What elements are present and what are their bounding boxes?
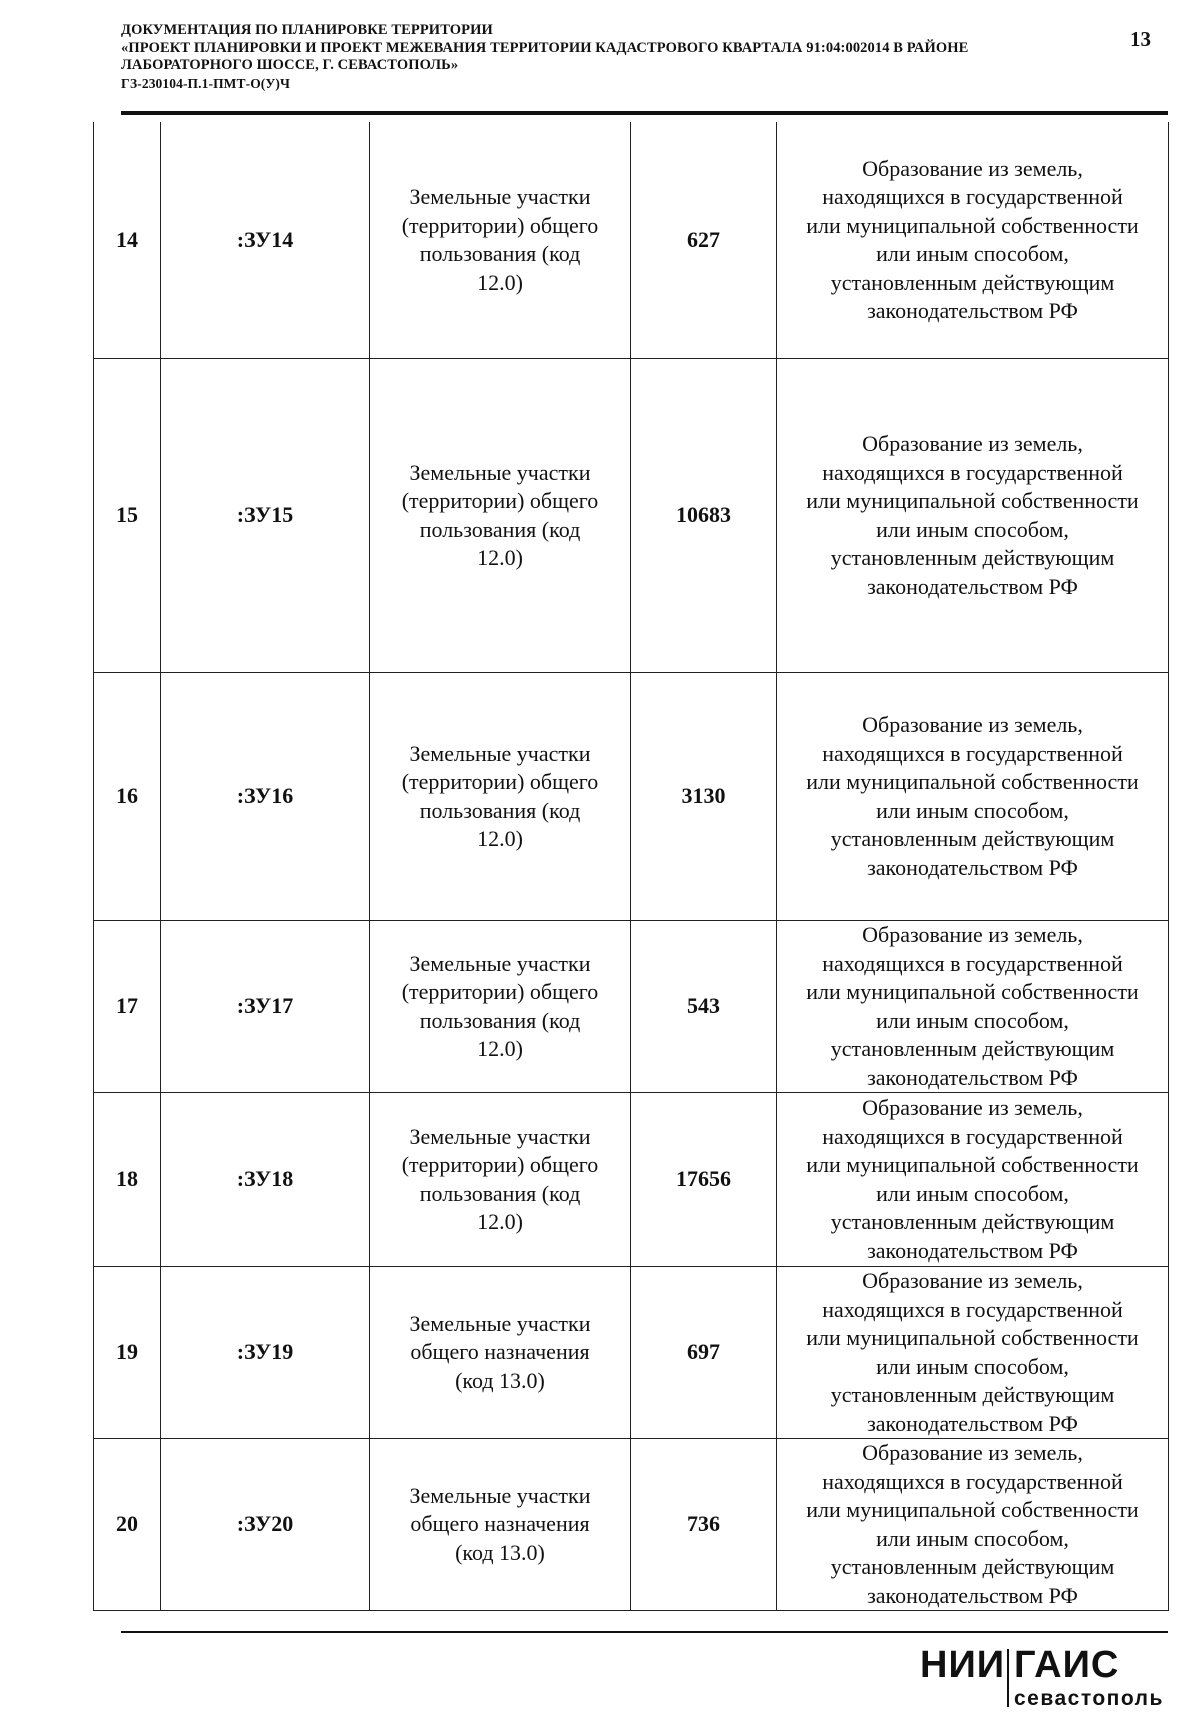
niigais-logo <box>918 1643 1168 1713</box>
header-title-line-1: ДОКУМЕНТАЦИЯ ПО ПЛАНИРОВКЕ ТЕРРИТОРИИ <box>121 22 493 38</box>
permitted-use: Земельные участки (территории) общего пользования (код 12.0) <box>370 921 631 1093</box>
row-number: 20 <box>94 1439 161 1611</box>
permitted-use: Земельные участки общего назначения (код 13.0) <box>370 1267 631 1439</box>
parcel-designation: :ЗУ15 <box>161 359 370 673</box>
table-row <box>94 1093 1169 1267</box>
row-number: 17 <box>94 921 161 1093</box>
permitted-use: Земельные участки (территории) общего пользования (код 12.0) <box>370 359 631 673</box>
permitted-use: Земельные участки (территории) общего пользования (код 12.0) <box>370 673 631 921</box>
table-row <box>94 1267 1169 1439</box>
table-row <box>94 359 1169 673</box>
row-number: 14 <box>94 122 161 359</box>
logo-text-nii: НИИ <box>920 1644 1006 1686</box>
table-row <box>94 673 1169 921</box>
formation-method: Образование из земель, находящихся в государственной или муниципальной собственности или иным способом, установленным действующим законодательством РФ <box>777 921 1169 1093</box>
parcels-table-container <box>93 122 1168 1611</box>
parcel-area: 736 <box>631 1439 777 1611</box>
logo-text-gais: ГАИС <box>1014 1644 1120 1686</box>
parcel-designation: :ЗУ19 <box>161 1267 370 1439</box>
formation-method: Образование из земель, находящихся в государственной или муниципальной собственности или иным способом, установленным действующим законодательством РФ <box>777 1093 1169 1267</box>
table-row <box>94 921 1169 1093</box>
parcel-area: 627 <box>631 122 777 359</box>
formation-method: Образование из земель, находящихся в государственной или муниципальной собственности или иным способом, установленным действующим законодательством РФ <box>777 1267 1169 1439</box>
parcel-designation: :ЗУ17 <box>161 921 370 1093</box>
table-row <box>94 122 1169 359</box>
document-code: ГЗ-230104-П.1-ПМТ-О(У)Ч <box>121 75 291 91</box>
parcel-area: 543 <box>631 921 777 1093</box>
parcel-area: 10683 <box>631 359 777 673</box>
formation-method: Образование из земель, находящихся в государственной или муниципальной собственности или иным способом, установленным действующим законодательством РФ <box>777 359 1169 673</box>
permitted-use: Земельные участки (территории) общего пользования (код 12.0) <box>370 122 631 359</box>
header-title-line-2: «ПРОЕКТ ПЛАНИРОВКИ И ПРОЕКТ МЕЖЕВАНИЯ ТЕРРИТОРИИ КАДАСТРОВОГО КВАРТАЛА 91:04:002014 В РАЙОНЕ <box>121 39 969 56</box>
parcel-area: 697 <box>631 1267 777 1439</box>
header-divider <box>121 111 1168 115</box>
parcel-designation: :ЗУ20 <box>161 1439 370 1611</box>
parcel-area: 17656 <box>631 1093 777 1267</box>
parcel-designation: :ЗУ18 <box>161 1093 370 1267</box>
row-number: 16 <box>94 673 161 921</box>
row-number: 18 <box>94 1093 161 1267</box>
permitted-use: Земельные участки (территории) общего пользования (код 12.0) <box>370 1093 631 1267</box>
document-header <box>121 22 1121 92</box>
parcel-designation: :ЗУ14 <box>161 122 370 359</box>
parcels-table <box>93 122 1169 1611</box>
formation-method: Образование из земель, находящихся в государственной или муниципальной собственности или иным способом, установленным действующим законодательством РФ <box>777 1439 1169 1611</box>
logo-divider <box>1007 1649 1009 1707</box>
permitted-use: Земельные участки общего назначения (код 13.0) <box>370 1439 631 1611</box>
table-row <box>94 1439 1169 1611</box>
header-title-line-3: ЛАБОРАТОРНОГО ШОССЕ, Г. СЕВАСТОПОЛЬ» <box>121 57 459 73</box>
formation-method: Образование из земель, находящихся в государственной или муниципальной собственности или иным способом, установленным действующим законодательством РФ <box>777 122 1169 359</box>
logo-text-city: севастополь <box>1014 1687 1164 1710</box>
page-number: 13 <box>1130 27 1151 51</box>
parcel-designation: :ЗУ16 <box>161 673 370 921</box>
formation-method: Образование из земель, находящихся в государственной или муниципальной собственности или иным способом, установленным действующим законодательством РФ <box>777 673 1169 921</box>
parcel-area: 3130 <box>631 673 777 921</box>
row-number: 15 <box>94 359 161 673</box>
row-number: 19 <box>94 1267 161 1439</box>
footer-divider <box>121 1631 1168 1633</box>
